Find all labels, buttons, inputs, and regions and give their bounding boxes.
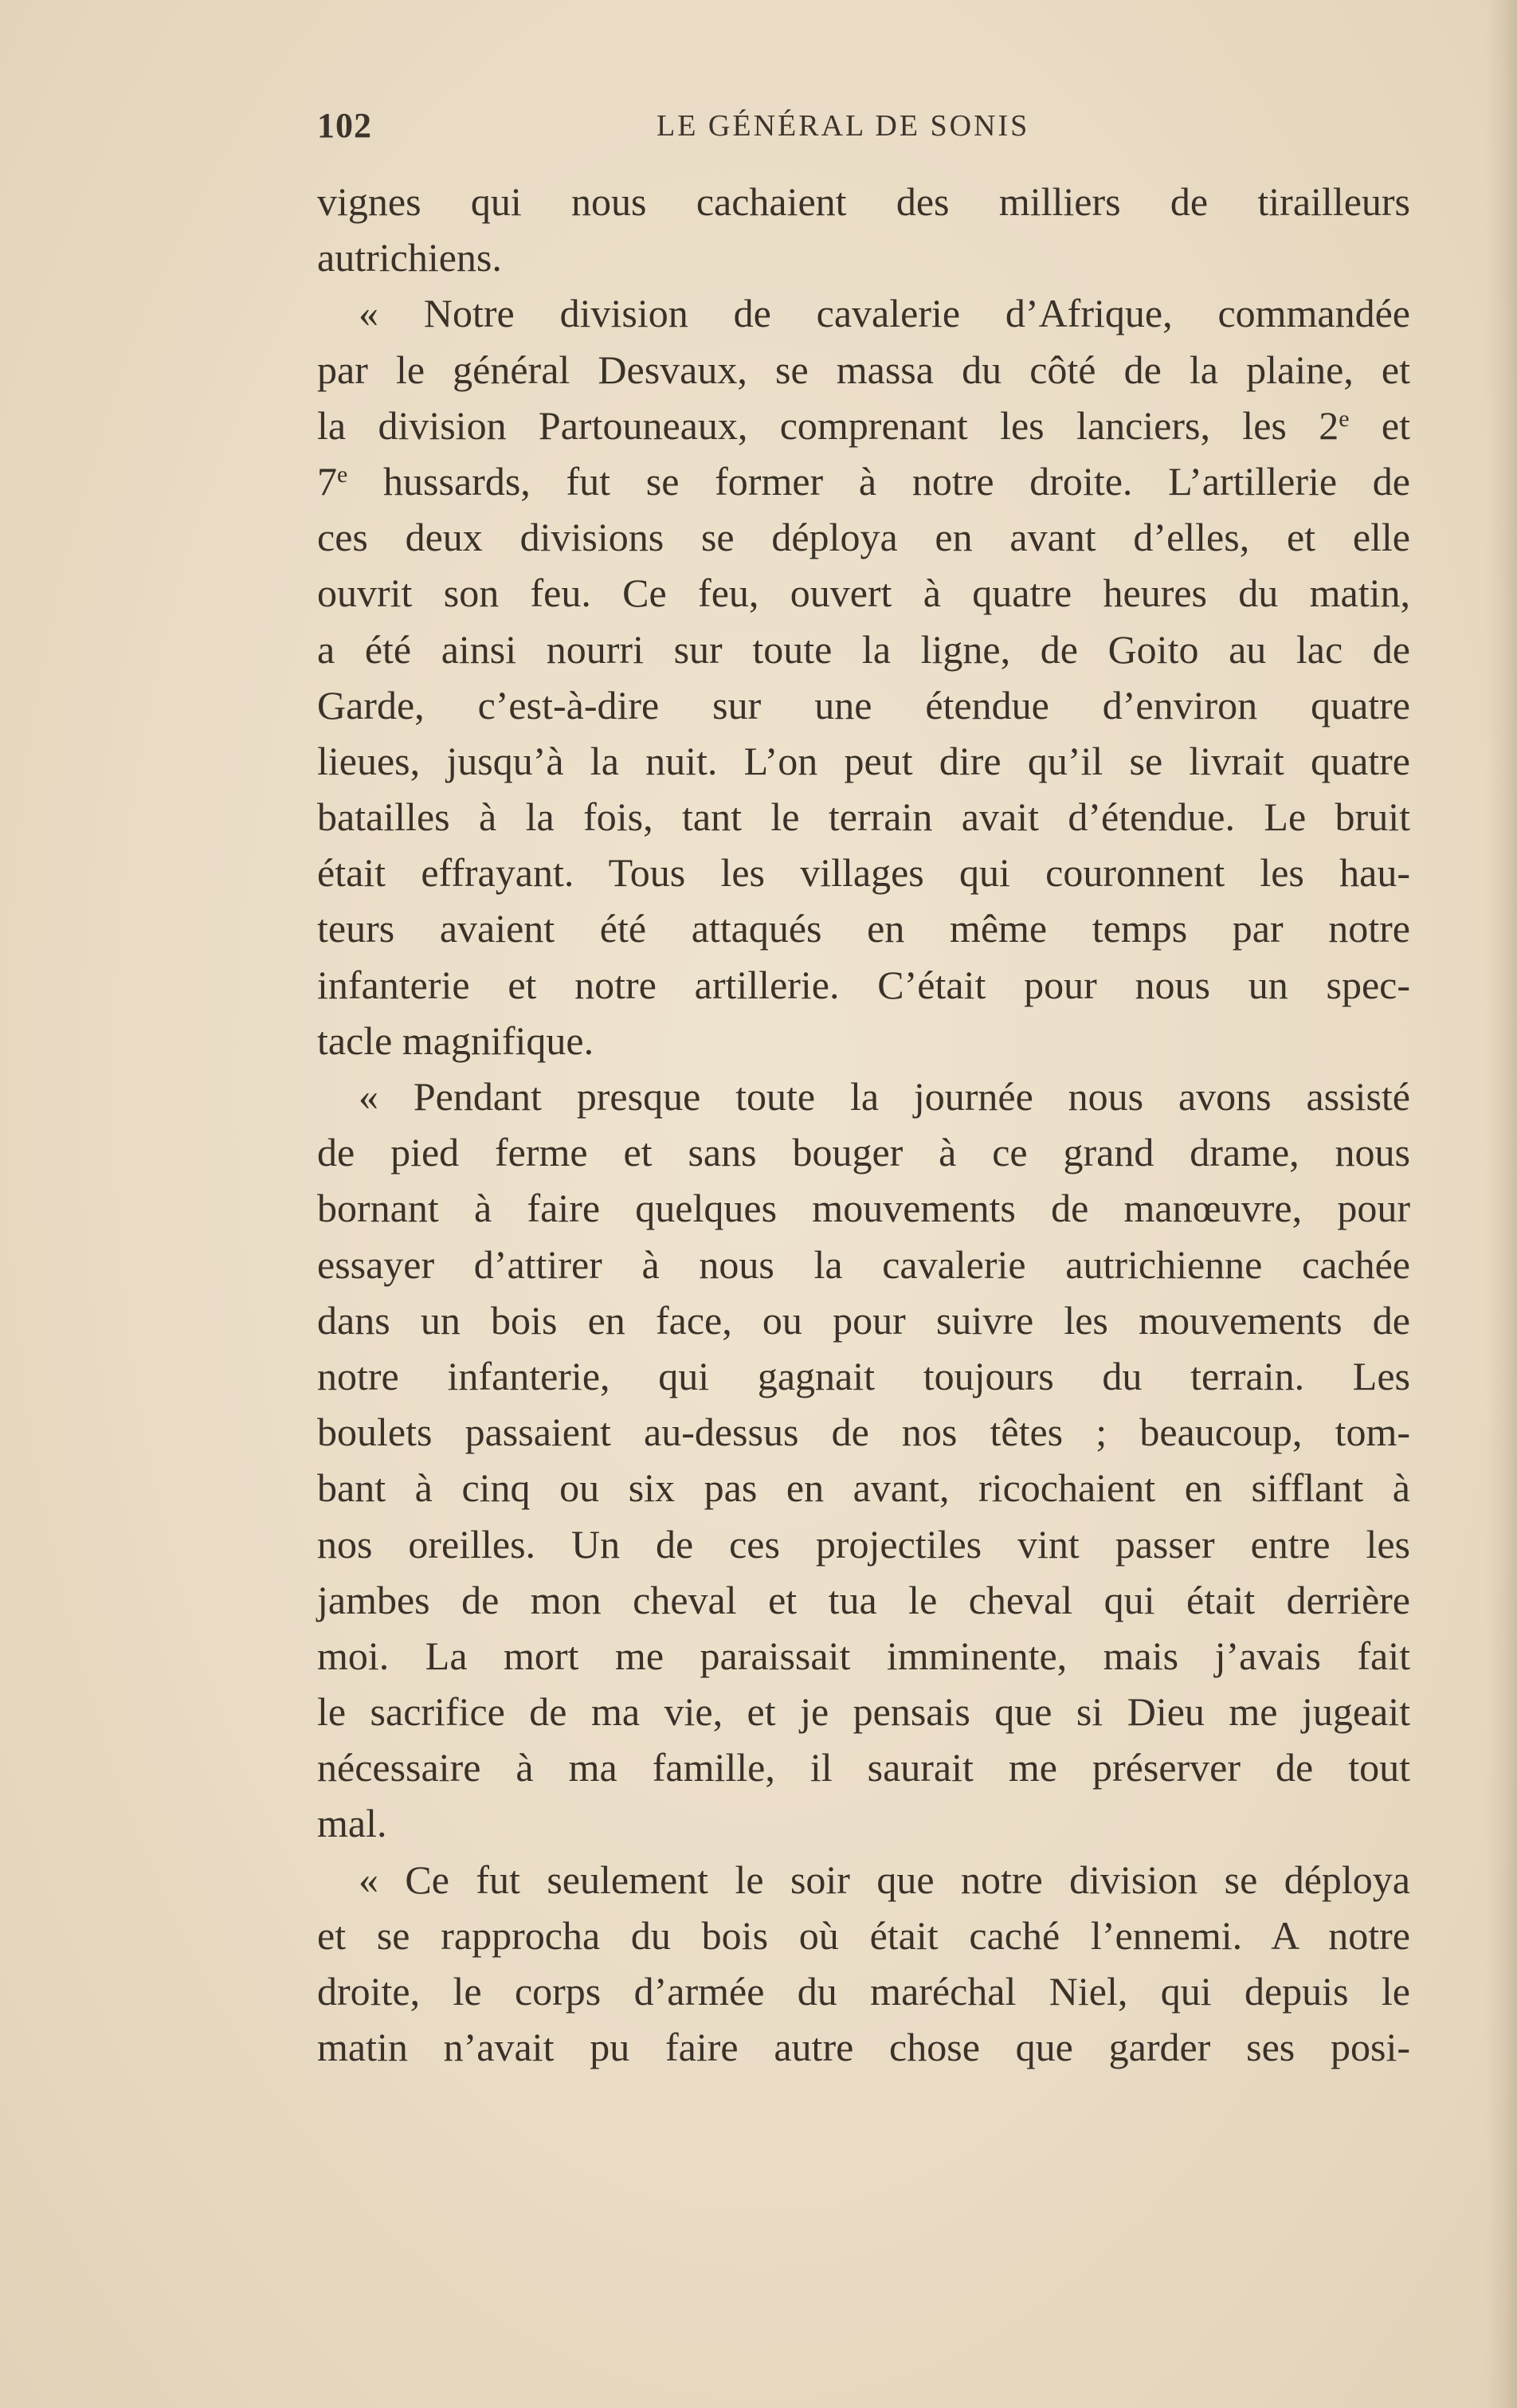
page-header	[317, 105, 1417, 156]
text-line: matin n’avait pu faire autre chose que garder ses posi-	[317, 2025, 1410, 2070]
text-line: et se rapprocha du bois où était caché l’ennemi. A notre	[317, 1912, 1410, 1958]
text-line: dans un bois en face, ou pour suivre les mouvements de	[317, 1297, 1410, 1343]
text-line: de pied ferme et sans bouger à ce grand drame, nous	[317, 1130, 1410, 1175]
text-line: mal.	[317, 1801, 387, 1846]
text-line: notre infanterie, qui gagnait toujours du terrain. Les	[317, 1353, 1410, 1398]
body-text	[317, 174, 1410, 2075]
running-title: LE GÉNÉRAL DE SONIS	[657, 109, 1030, 143]
text-line: « Pendant presque toute la journée nous avons assisté	[359, 1074, 1410, 1119]
text-line: Garde, c’est-à-dire sur une étendue d’environ quatre	[317, 682, 1410, 727]
text-line: teurs avaient été attaqués en même temps par notre	[317, 906, 1410, 951]
text-line: infanterie et notre artillerie. C’était pour nous un spec-	[317, 962, 1410, 1007]
text-line: par le général Desvaux, se massa du côté de la plaine, et	[317, 347, 1410, 392]
text-line: a été ainsi nourri sur toute la ligne, de Goito au lac de	[317, 626, 1410, 672]
text-line: le sacrifice de ma vie, et je pensais que si Dieu me jugeait	[317, 1689, 1410, 1735]
text-line: était effrayant. Tous les villages qui couronnent les hau-	[317, 850, 1410, 896]
text-line: nécessaire à ma famille, il saurait me préserver de tout	[317, 1745, 1410, 1790]
text-line: boulets passaient au-dessus de nos têtes ; beaucoup, tom-	[317, 1410, 1410, 1455]
text-line: autrichiens.	[317, 235, 502, 280]
text-line: nos oreilles. Un de ces projectiles vint passer entre les	[317, 1521, 1410, 1567]
text-line: la division Partouneaux, comprenant les lanciers, les 2e et	[317, 402, 1410, 448]
text-line: moi. La mort me paraissait imminente, mais j’avais fait	[317, 1633, 1410, 1678]
text-line: batailles à la fois, tant le terrain avait d’étendue. Le bruit	[317, 794, 1410, 840]
text-line: essayer d’attirer à nous la cavalerie autrichienne cachée	[317, 1241, 1410, 1287]
text-line: « Notre division de cavalerie d’Afrique, commandée	[359, 291, 1410, 336]
text-line: lieues, jusqu’à la nuit. L’on peut dire qu’il se livrait quatre	[317, 738, 1410, 783]
text-line: jambes de mon cheval et tua le cheval qui était derrière	[317, 1577, 1410, 1622]
page-edge-shadow	[1485, 0, 1517, 2408]
text-line: 7e hussards, fut se former à notre droite. L’artillerie de	[317, 458, 1410, 504]
text-line: bornant à faire quelques mouvements de manœuvre, pour	[317, 1186, 1410, 1231]
text-line: droite, le corps d’armée du maréchal Niel, qui depuis le	[317, 1969, 1410, 2014]
text-line: bant à cinq ou six pas en avant, ricochaient en sifflant à	[317, 1465, 1410, 1511]
text-line: ces deux divisions se déploya en avant d’elles, et elle	[317, 515, 1410, 560]
text-line: ouvrit son feu. Ce feu, ouvert à quatre heures du matin,	[317, 571, 1410, 616]
text-line: vignes qui nous cachaient des milliers de tirailleurs	[317, 179, 1410, 224]
page-number: 102	[317, 106, 372, 145]
text-line: « Ce fut seulement le soir que notre division se déploya	[359, 1857, 1410, 1902]
text-line: tacle magnifique.	[317, 1018, 594, 1063]
